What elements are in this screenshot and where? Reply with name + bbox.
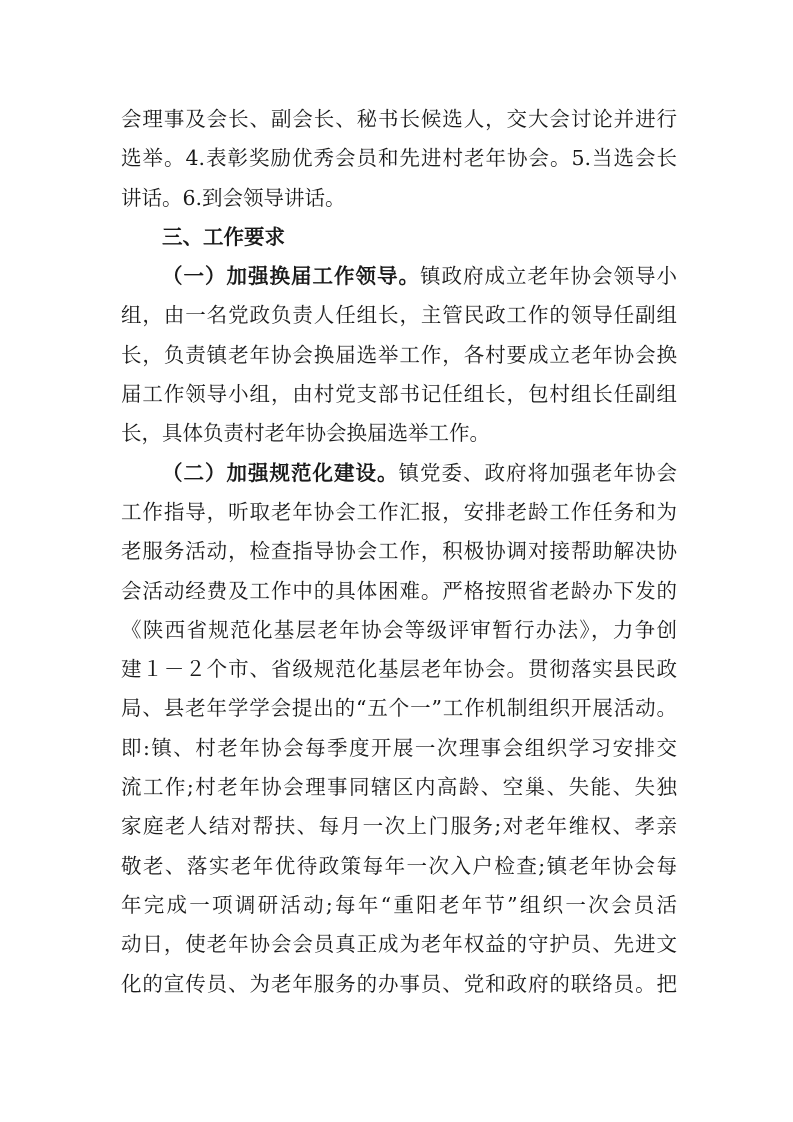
item-2-first-line <box>121 454 677 493</box>
item-2-title: （二）加强规范化建设。 <box>162 460 399 485</box>
document-body <box>121 100 677 1004</box>
body-line: 长，负责镇老年协会换届选举工作，各村要成立老年协会换 <box>121 342 677 367</box>
body-line: 家庭老人结对帮扶、每月一次上门服务;对老年维权、孝亲 <box>121 814 677 839</box>
body-line: 长，具体负责村老年协会换届选举工作。 <box>121 421 490 446</box>
body-line: 选举。4.表彰奖励优秀会员和先进村老年协会。5.当选会长 <box>121 146 677 171</box>
body-line: 老服务活动，检查指导协会工作，积极协调对接帮助解决协 <box>121 539 677 564</box>
body-line: 流工作;村老年协会理事同辖区内高龄、空巢、失能、失独 <box>121 775 677 800</box>
body-line: 局、县老年学学会提出的“五个一”工作机制组织开展活动。 <box>121 696 677 721</box>
body-line: 会理事及会长、副会长、秘书长候选人，交大会讨论并进行 <box>121 107 677 131</box>
body-line: 动日，使老年协会会员真正成为老年权益的守护员、先进文 <box>121 932 677 957</box>
body-line: 敬老、落实老年优待政策每年一次入户检查;镇老年协会每 <box>121 853 677 878</box>
body-line: 建１－２个市、省级规范化基层老年协会。贯彻落实县民政 <box>121 657 677 682</box>
body-line: 年完成一项调研活动;每年“重阳老年节”组织一次会员活 <box>121 892 677 917</box>
section-heading: 三、工作要求 <box>162 224 285 249</box>
body-line: 会活动经费及工作中的具体困难。严格按照省老龄办下发的 <box>121 578 677 603</box>
body-line: 《陕西省规范化基层老年协会等级评审暂行办法》，力争创 <box>121 617 677 642</box>
body-line: 即:镇、村老年协会每季度开展一次理事会组织学习安排交 <box>121 735 677 760</box>
item-1-line-1-text: 镇政府成立老年协会领导小 <box>420 264 677 289</box>
body-line: 工作指导，听取老年协会工作汇报，安排老龄工作任务和为 <box>121 499 677 524</box>
item-2-line-1-text: 镇党委、政府将加强老年协会 <box>398 460 677 485</box>
body-line: 届工作领导小组，由村党支部书记任组长，包村组长任副组 <box>121 382 677 407</box>
body-line: 讲话。6.到会领导讲话。 <box>121 185 346 210</box>
body-line: 化的宣传员、为老年服务的办事员、党和政府的联络员。把 <box>121 971 677 996</box>
item-1-first-line <box>121 257 677 296</box>
item-1-title: （一）加强换届工作领导。 <box>162 264 420 289</box>
body-line: 组，由一名党政负责人任组长，主管民政工作的领导任副组 <box>121 303 677 328</box>
